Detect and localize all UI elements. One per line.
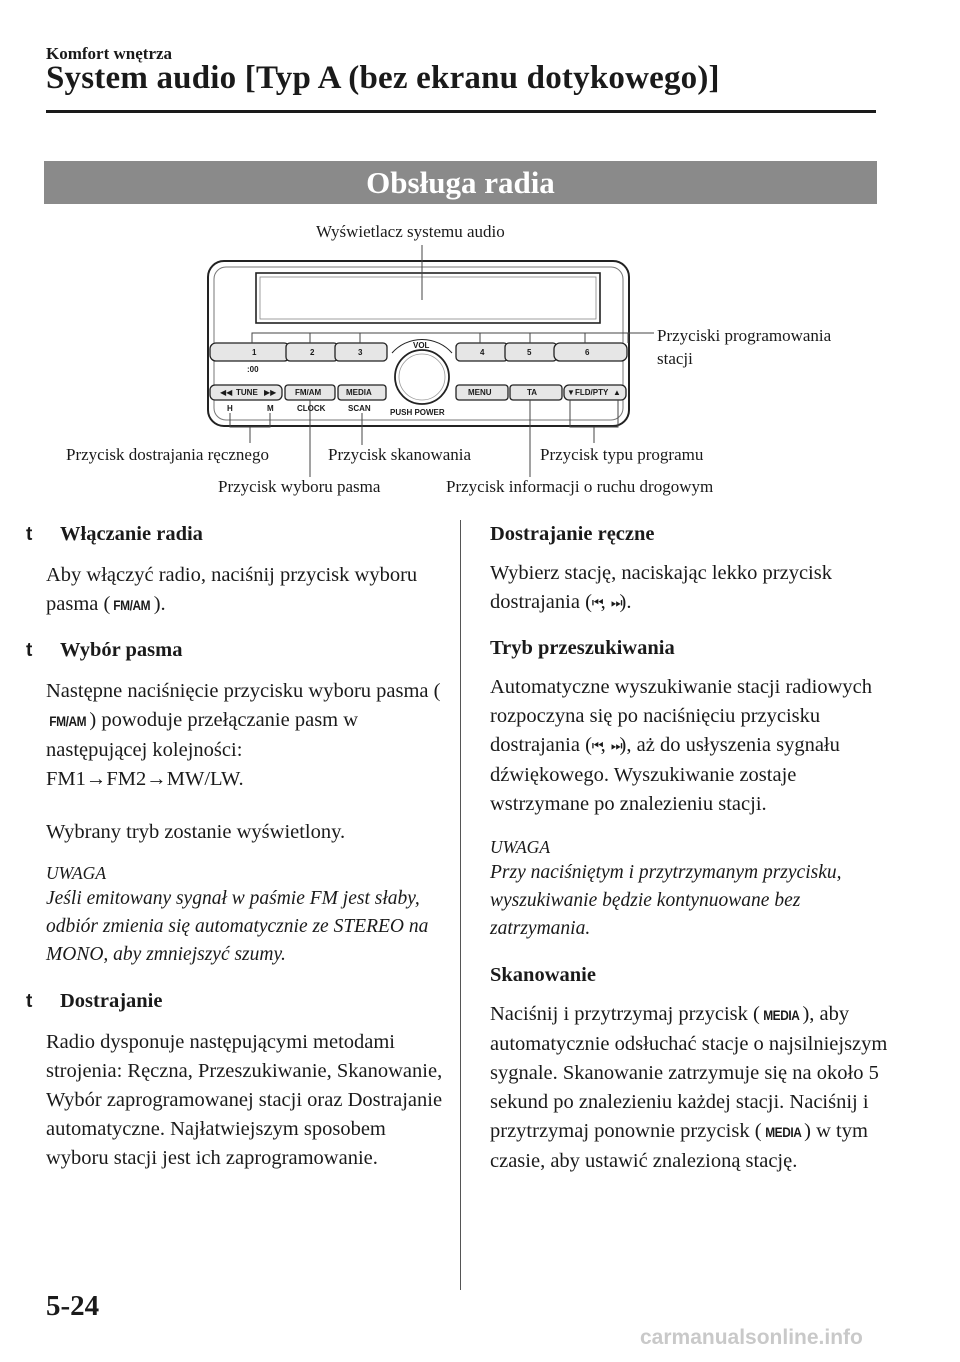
clock-00-text: :00 xyxy=(247,365,259,374)
radio-diagram xyxy=(40,215,900,505)
preset-4-text: 4 xyxy=(480,348,485,357)
media-text: MEDIA xyxy=(346,388,372,397)
left-column xyxy=(26,520,446,1189)
tune-text: TUNE xyxy=(236,388,258,397)
audio-display xyxy=(256,273,600,323)
fld-pty-text: FLD/PTY xyxy=(575,388,609,397)
tune-left-arrows: ◀◀ xyxy=(220,388,233,397)
heading-seek: Tryb przeszukiwania xyxy=(490,637,675,659)
label-display: Wyświetlacz systemu audio xyxy=(316,222,505,241)
header-rule xyxy=(46,110,876,113)
menu-text: MENU xyxy=(468,388,492,397)
column-divider xyxy=(460,520,461,1290)
para-manual-tuning: Wybierz stację, naciskając lekko przycisk dostrajania (⏮, ⏭). xyxy=(490,562,832,613)
seek-forward-icon: ⏭ xyxy=(610,596,620,611)
heading-manual-tuning: Dostrajanie ręczne xyxy=(490,523,655,545)
preset-5-text: 5 xyxy=(527,348,532,357)
fld-down-arrow: ▼ xyxy=(567,388,575,397)
right-column xyxy=(490,520,890,1192)
note-seek-hold: Przy naciśniętym i przytrzymanym przycisku, wyszukiwanie będzie kontynuowane bez zatrzymania. xyxy=(490,862,842,939)
section-bullet-icon: t xyxy=(26,640,33,661)
section-bullet-icon: t xyxy=(26,991,33,1012)
seek-forward-icon: ⏭ xyxy=(610,739,620,754)
para-scan: Naciśnij i przytrzymaj przycisk ( MEDIA ), aby automatycznie odsłuchać stacje o najsilniejszym sygnale. Skanowanie zatrzymuje się na około 5 sekund po znalezieniu każdej stacji. Naciśnij i przytrzymaj ponownie przycisk ( MEDIA ) w tym czasie, aby ustawić znalezioną stację. xyxy=(490,1003,888,1172)
para-band-select: Następne naciśnięcie przycisku wyboru pasma (FM/AM ) powoduje przełączanie pasm w następującej kolejności: FM1→FM2→MW/LW. xyxy=(46,680,441,790)
vol-text: VOL xyxy=(413,341,430,350)
seek-back-icon: ⏮ xyxy=(591,596,601,611)
label-program-type: Przycisk typu programu xyxy=(540,445,704,464)
section-banner: Obsługa radia xyxy=(44,161,877,204)
clock-text: CLOCK xyxy=(297,404,326,413)
label-scan: Przycisk skanowania xyxy=(328,445,472,464)
note-fm-signal: Jeśli emitowany sygnał w paśmie FM jest słaby, odbiór zmienia się automatycznie ze STEREO na MONO, aby zmniejszyć szumy. xyxy=(46,888,429,965)
media-button-icon: MEDIA xyxy=(763,1007,800,1023)
page-number: 5-24 xyxy=(46,1290,100,1322)
h-text: H xyxy=(227,404,233,413)
label-manual-tuning: Przycisk dostrajania ręcznego xyxy=(66,445,269,464)
fm-am-text: FM/AM xyxy=(295,388,322,397)
push-power-text: PUSH POWER xyxy=(390,408,445,417)
para-radio-on: Aby włączyć radio, naciśnij przycisk wyboru pasma ( FM/AM ). xyxy=(46,561,446,620)
preset-6-text: 6 xyxy=(585,348,590,357)
preset-3-text: 3 xyxy=(358,348,363,357)
para-tuning: Radio dysponuje następującymi metodami strojenia: Ręczna, Przeszukiwanie, Skanowanie, Wybór zaprogramowanej stacji oraz Dostrajanie automatyczne. Najłatwiejszym sposobem wyboru stacji jest ich zaprogramowanie. xyxy=(46,1031,443,1169)
fm-am-button-icon: FM/AM xyxy=(113,597,151,613)
para-seek: Automatyczne wyszukiwanie stacji radiowych rozpoczyna się po naciśnięciu przycisku dostrajania (⏮, ⏭), aż do usłyszenia sygnału dźwiękowego. Wyszukiwanie zostaje wstrzymane po znalezieniu stacji. xyxy=(490,676,872,815)
para-mode-displayed: Wybrany tryb zostanie wyświetlony. xyxy=(46,821,346,843)
chapter-title: System audio [Typ A (bez ekranu dotykowego)] xyxy=(46,60,720,96)
m-text: M xyxy=(267,404,274,413)
heading-scan: Skanowanie xyxy=(490,964,596,986)
volume-knob xyxy=(395,350,449,404)
preset-2-text: 2 xyxy=(310,348,315,357)
heading-radio-on: t Włączanie radia xyxy=(46,520,446,549)
fm-am-button-icon: FM/AM xyxy=(49,713,87,729)
tune-right-arrows: ▶▶ xyxy=(264,388,277,397)
label-presets-line2: stacji xyxy=(657,349,693,368)
heading-tuning: t Dostrajanie xyxy=(46,987,446,1016)
heading-band-select: t Wybór pasma xyxy=(46,636,446,665)
label-presets-line1: Przyciski programowania xyxy=(657,326,832,345)
lower-buttons-right xyxy=(456,385,626,400)
preset-1-text: 1 xyxy=(252,348,257,357)
note-title: UWAGA xyxy=(490,837,551,857)
ta-text: TA xyxy=(527,388,538,397)
seek-back-icon: ⏮ xyxy=(591,739,601,754)
watermark: carmanualsonline.info xyxy=(640,1326,863,1349)
label-traffic-info: Przycisk informacji o ruchu drogowym xyxy=(446,477,714,496)
scan-text: SCAN xyxy=(348,404,371,413)
breadcrumb: Komfort wnętrza xyxy=(46,44,173,63)
label-band-select: Przycisk wyboru pasma xyxy=(218,477,381,496)
preset-buttons-right xyxy=(456,343,627,361)
section-bullet-icon: t xyxy=(26,524,33,545)
fld-up-arrow: ▲ xyxy=(613,388,621,397)
media-button-icon: MEDIA xyxy=(764,1124,801,1140)
note-title: UWAGA xyxy=(46,863,107,883)
